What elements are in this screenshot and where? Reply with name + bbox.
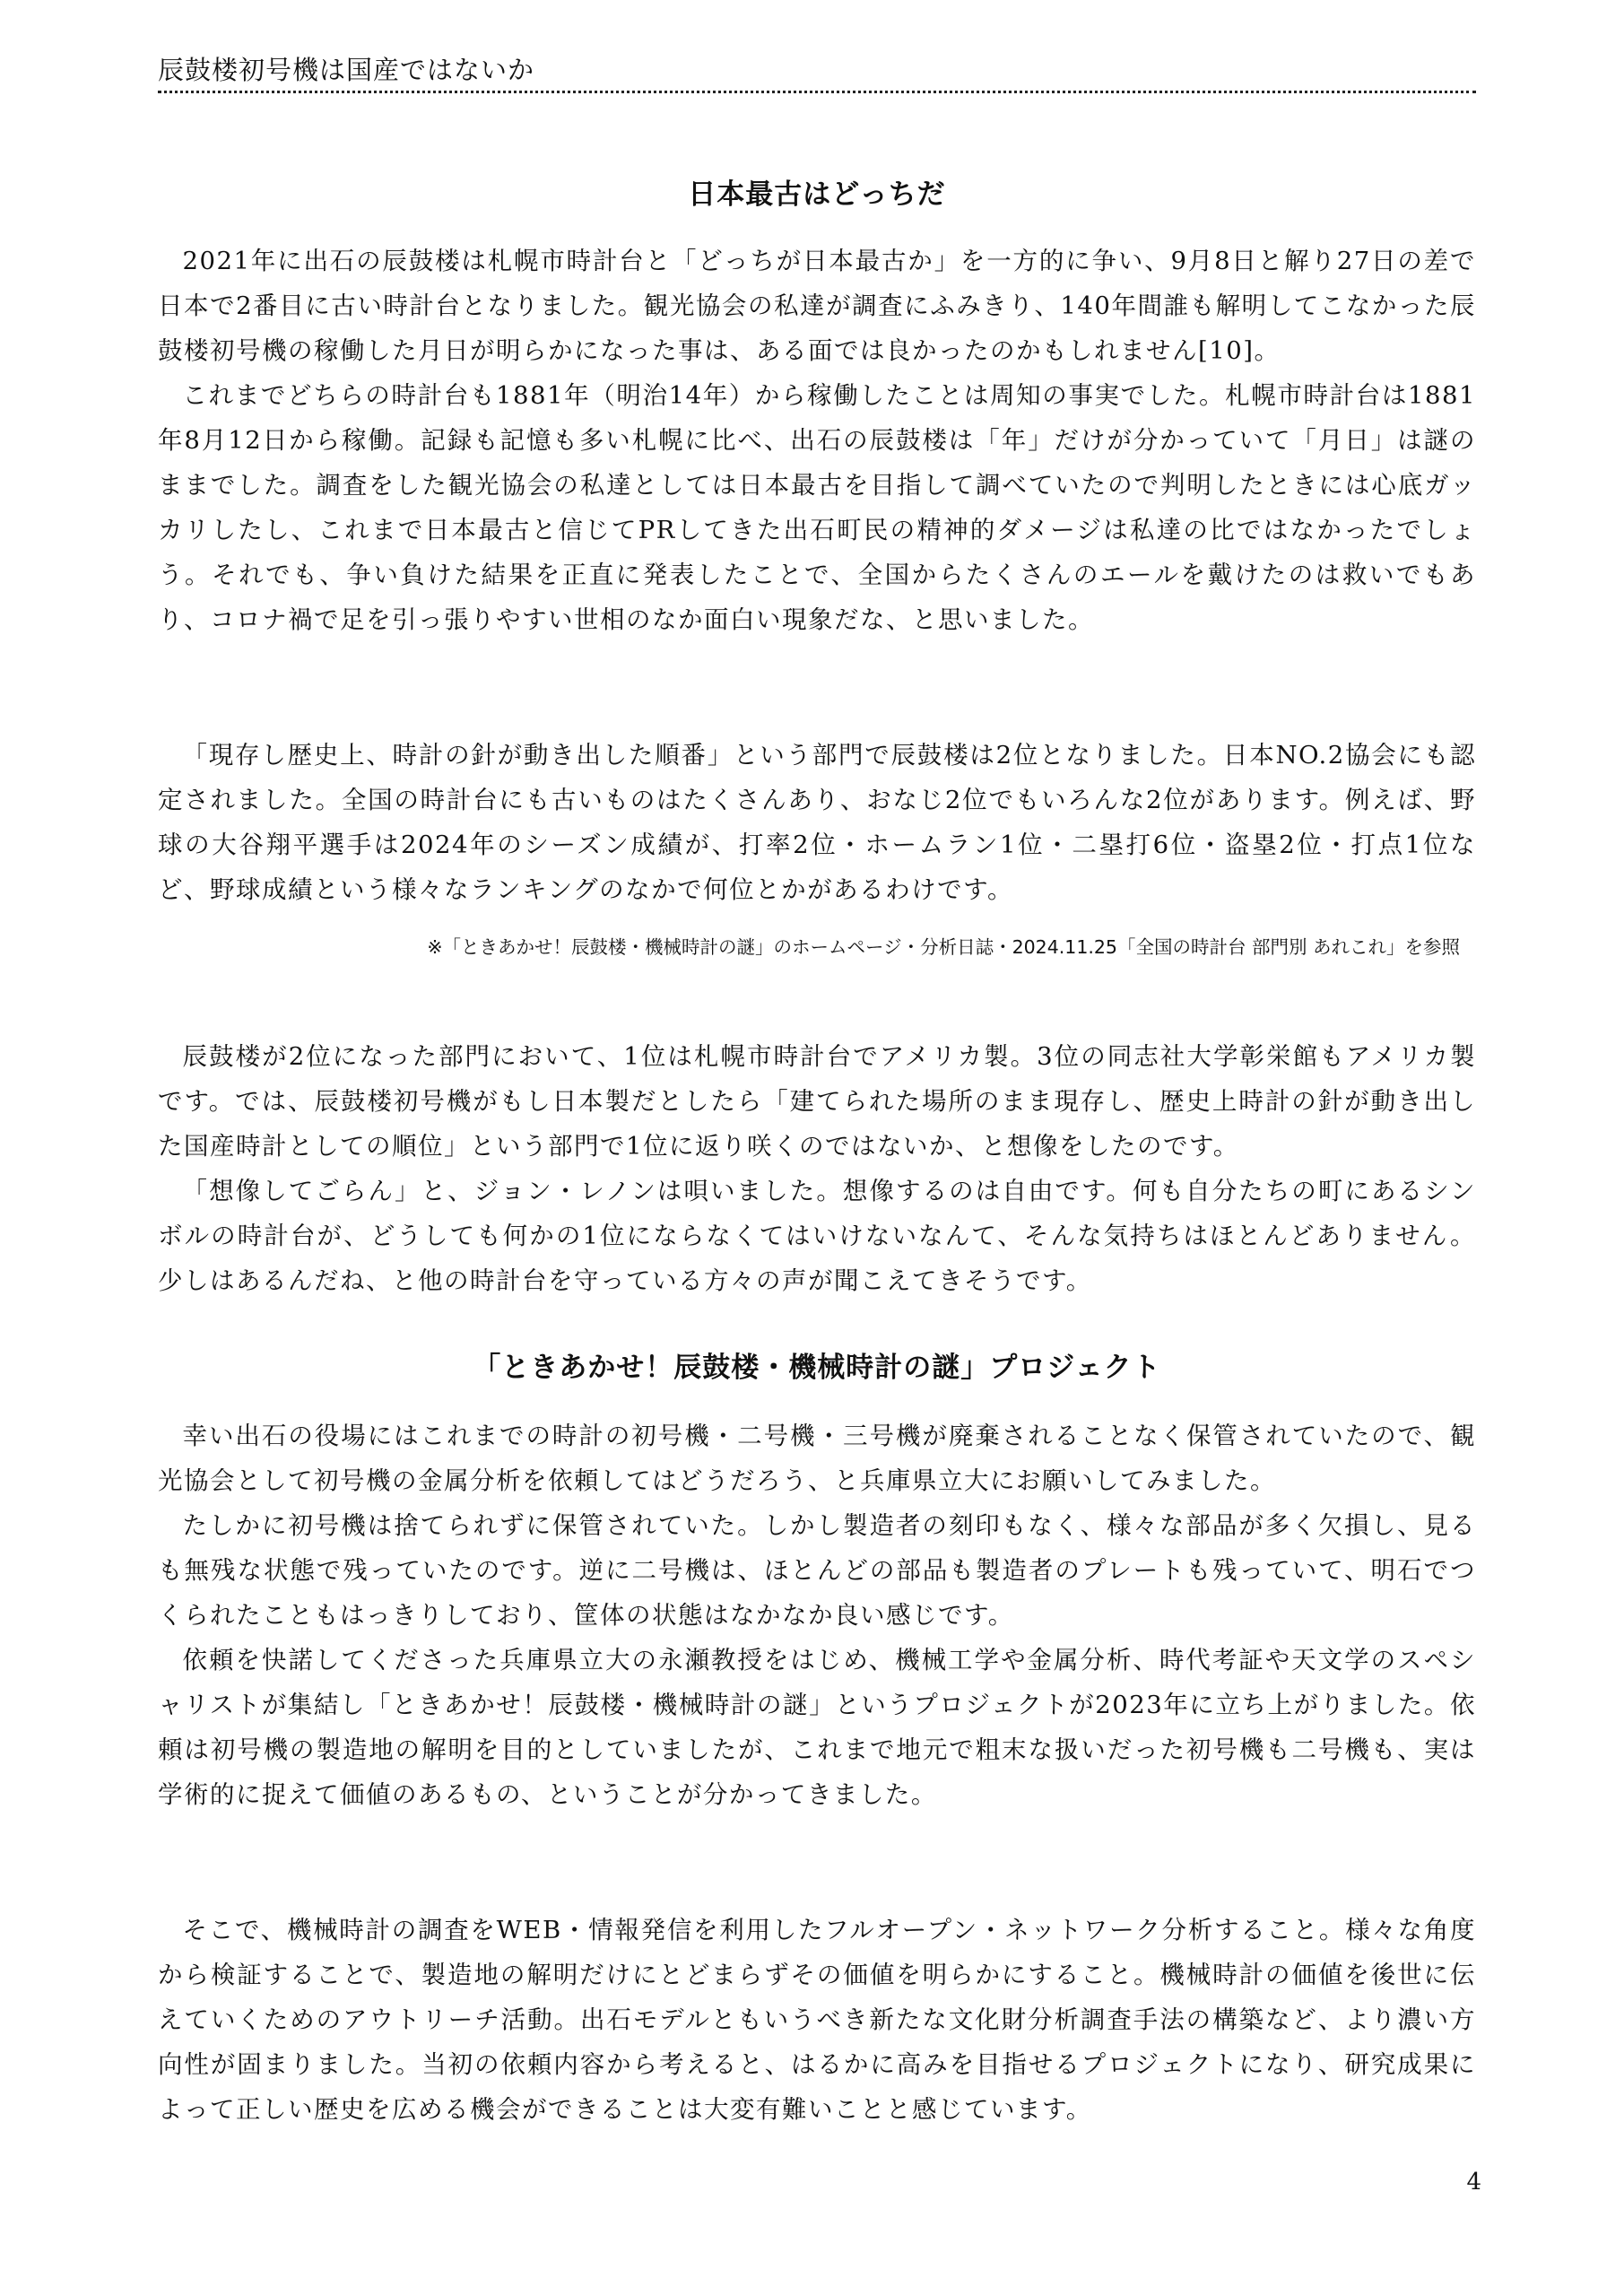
- body-paragraph: 2021年に出石の辰鼓楼は札幌市時計台と「どっちが日本最古か」を一方的に争い、9月8日と解り27日の差で日本で2番目に古い時計台となりました。観光協会の私達が調査にふみきり、140年間誰も解明してこなかった辰鼓楼初号機の稼働した月日が明らかになった事は、ある面では良かったのかもしれません[10]。: [158, 247, 1476, 365]
- page-number: 4: [1466, 2169, 1481, 2196]
- running-header: 辰鼓楼初号機は国産ではないか: [158, 55, 535, 85]
- body-paragraph: これまでどちらの時計台も1881年（明治14年）から稼働したことは周知の事実でした。札幌市時計台は1881年8月12日から稼働。記録も記憶も多い札幌に比べ、出石の辰鼓楼は「年」だけが分かっていて「月日」は謎のままでした。調査をした観光協会の私達としては日本最古を目指して調べていたので判明したときには心底ガッカリしたし、これまで日本最古と信じてPRしてきた出石町民の精神的ダメージは私達の比ではなかったでしょう。それでも、争い負けた結果を正直に発表したことで、全国からたくさんのエールを戴けたのは救いでもあり、コロナ禍で足を引っ張りやすい世相のなか面白い現象だな、と思いました。: [158, 381, 1476, 634]
- body-paragraph: 辰鼓楼が2位になった部門において、1位は札幌市時計台でアメリカ製。3位の同志社大学彰栄館もアメリカ製です。では、辰鼓楼初号機がもし日本製だとしたら「建てられた場所のまま現存し、歴史上時計の針が動き出した国産時計としての順位」という部門で1位に返り咲くのではないか、と想像をしたのです。: [158, 1042, 1476, 1161]
- reference-note: ※「ときあかせ！辰鼓楼・機械時計の謎」のホームページ・分析日誌・2024.11.25「全国の時計台 部門別 あれこれ」を参照: [427, 936, 1460, 958]
- body-paragraph: 幸い出石の役場にはこれまでの時計の初号機・二号機・三号機が廃棄されることなく保管されていたので、観光協会として初号機の金属分析を依頼してはどうだろう、と兵庫県立大にお願いしてみました。: [158, 1422, 1476, 1495]
- body-paragraph: 依頼を快諾してくださった兵庫県立大の永瀬教授をはじめ、機械工学や金属分析、時代考証や天文学のスペシャリストが集結し「ときあかせ！辰鼓楼・機械時計の謎」というプロジェクトが2023年に立ち上がりました。依頼は初号機の製造地の解明を目的としていましたが、これまで地元で粗末な扱いだった初号機も二号機も、実は学術的に捉えて価値のあるもの、ということが分かってきました。: [158, 1646, 1476, 1809]
- section-heading: 「ときあかせ！辰鼓楼・機械時計の謎」プロジェクト: [473, 1352, 1161, 1384]
- body-paragraph: たしかに初号機は捨てられずに保管されていた。しかし製造者の刻印もなく、様々な部品が多く欠損し、見るも無残な状態で残っていたのです。逆に二号機は、ほとんどの部品も製造者のプレートも残っていて、明石でつくられたこともはっきりしており、筐体の状態はなかなか良い感じです。: [158, 1511, 1476, 1630]
- body-paragraph: 「現存し歴史上、時計の針が動き出した順番」という部門で辰鼓楼は2位となりました。日本NO.2協会にも認定されました。全国の時計台にも古いものはたくさんあり、おなじ2位でもいろんな2位があります。例えば、野球の大谷翔平選手は2024年のシーズン成績が、打率2位・ホームラン1位・二塁打6位・盗塁2位・打点1位など、野球成績という様々なランキングのなかで何位とかがあるわけです。: [158, 741, 1476, 904]
- header-divider: [158, 91, 1476, 93]
- body-paragraph: 「想像してごらん」と、ジョン・レノンは唄いました。想像するのは自由です。何も自分たちの町にあるシンボルの時計台が、どうしても何かの1位にならなくてはいけないなんて、そんな気持ちはほとんどありません。少しはあるんだね、と他の時計台を守っている方々の声が聞こえてきそうです。: [158, 1177, 1476, 1295]
- section-heading: 日本最古はどっちだ: [688, 178, 946, 211]
- body-paragraph: そこで、機械時計の調査をWEB・情報発信を利用したフルオープン・ネットワーク分析すること。様々な角度から検証することで、製造地の解明だけにとどまらずその価値を明らかにすること。機械時計の価値を後世に伝えていくためのアウトリーチ活動。出石モデルともいうべき新たな文化財分析調査手法の構築など、より濃い方向性が固まりました。当初の依頼内容から考えると、はるかに高みを目指せるプロジェクトになり、研究成果によって正しい歴史を広める機会ができることは大変有難いことと感じています。: [158, 1916, 1476, 2124]
